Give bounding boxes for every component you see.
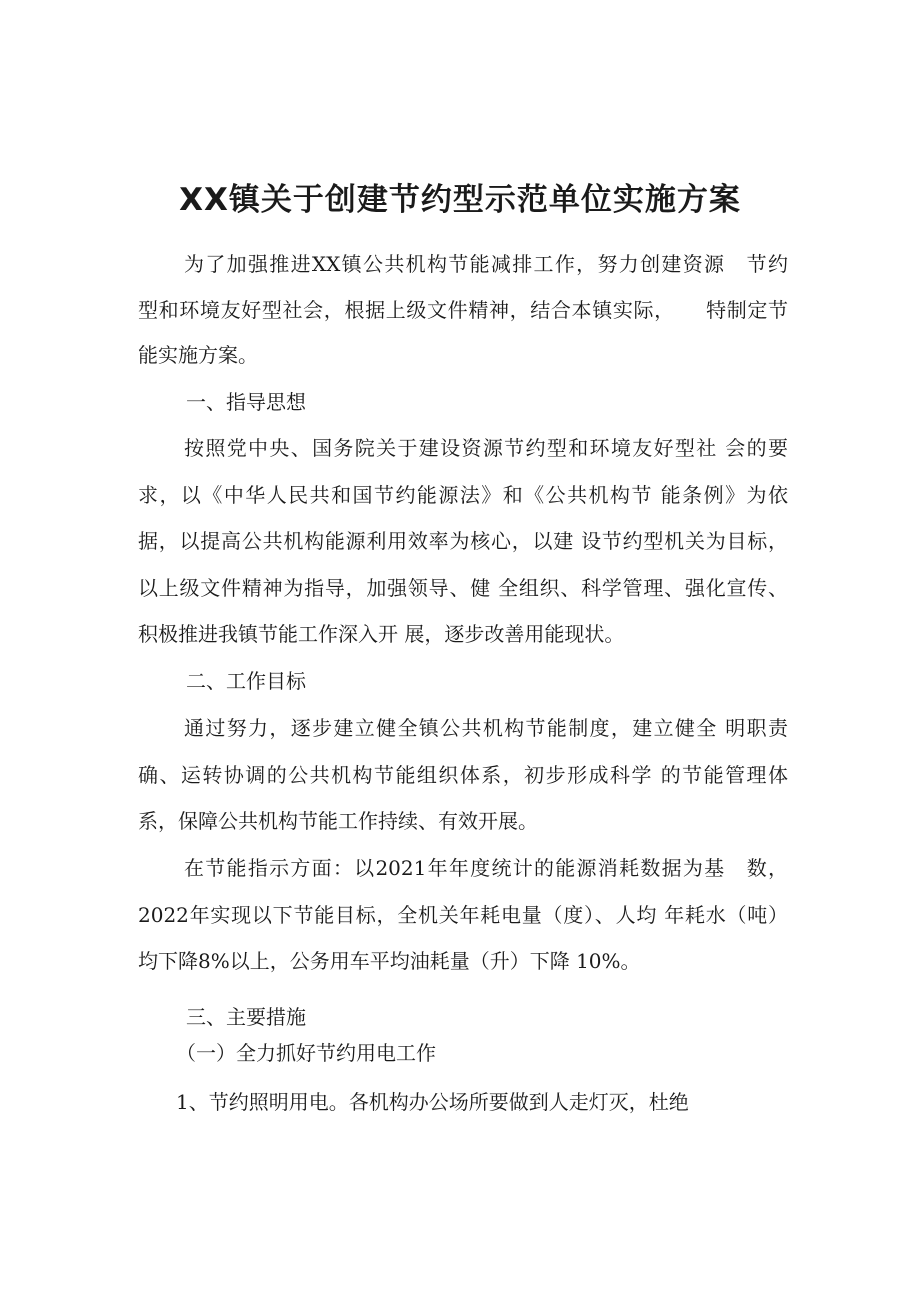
section2-line-1: 通过努力，逐步建立健全镇公共机构节能制度，建立健全 明职责 bbox=[184, 716, 788, 740]
section2-target-line-3: 均下降8%以上，公务用车平均油耗量（升）下降 10%。 bbox=[138, 949, 641, 973]
document-title: XX镇关于创建节约型示范单位实施方案 bbox=[179, 182, 741, 218]
section3-item-1: 1、节约照明用电。各机构办公场所要做到人走灯灭，杜绝 bbox=[176, 1090, 689, 1114]
section1-line-5: 积极推进我镇节能工作深入开 展，逐步改善用能现状。 bbox=[138, 622, 625, 646]
section2-line-3: 系，保障公共机构节能工作持续、有效开展。 bbox=[138, 809, 538, 833]
intro-line-1: 为了加强推进XX镇公共机构节能减排工作，努力创建资源 节约 bbox=[184, 252, 788, 276]
section1-line-3: 据，以提高公共机构能源利用效率为核心，以建 设节约型机关为目标， bbox=[138, 529, 788, 553]
section1-heading: 一、指导思想 bbox=[186, 390, 306, 414]
section2-line-2: 确、运转协调的公共机构节能组织体系，初步形成科学 的节能管理体 bbox=[138, 763, 788, 787]
section1-line-2: 求，以《中华人民共和国节约能源法》和《公共机构节 能条例》为依 bbox=[138, 483, 788, 507]
intro-line-3: 能实施方案。 bbox=[138, 343, 258, 367]
section3-heading: 三、主要措施 bbox=[186, 1005, 306, 1029]
section2-target-line-1: 在节能指示方面：以2021年年度统计的能源消耗数据为基 数， bbox=[184, 856, 788, 880]
section1-line-1: 按照党中央、国务院关于建设资源节约型和环境友好型社 会的要 bbox=[184, 436, 788, 460]
section1-line-4: 以上级文件精神为指导，加强领导、健 全组织、科学管理、强化宣传、 bbox=[138, 576, 788, 600]
intro-line-2: 型和环境友好型社会，根据上级文件精神，结合本镇实际， 特制定节 bbox=[138, 298, 788, 322]
section2-target-line-2: 2022年实现以下节能目标，全机关年耗电量（度）、人均 年耗水（吨） bbox=[138, 903, 788, 927]
section2-heading: 二、工作目标 bbox=[186, 669, 306, 693]
section3-subheading-1: （一）全力抓好节约用电工作 bbox=[176, 1041, 436, 1065]
